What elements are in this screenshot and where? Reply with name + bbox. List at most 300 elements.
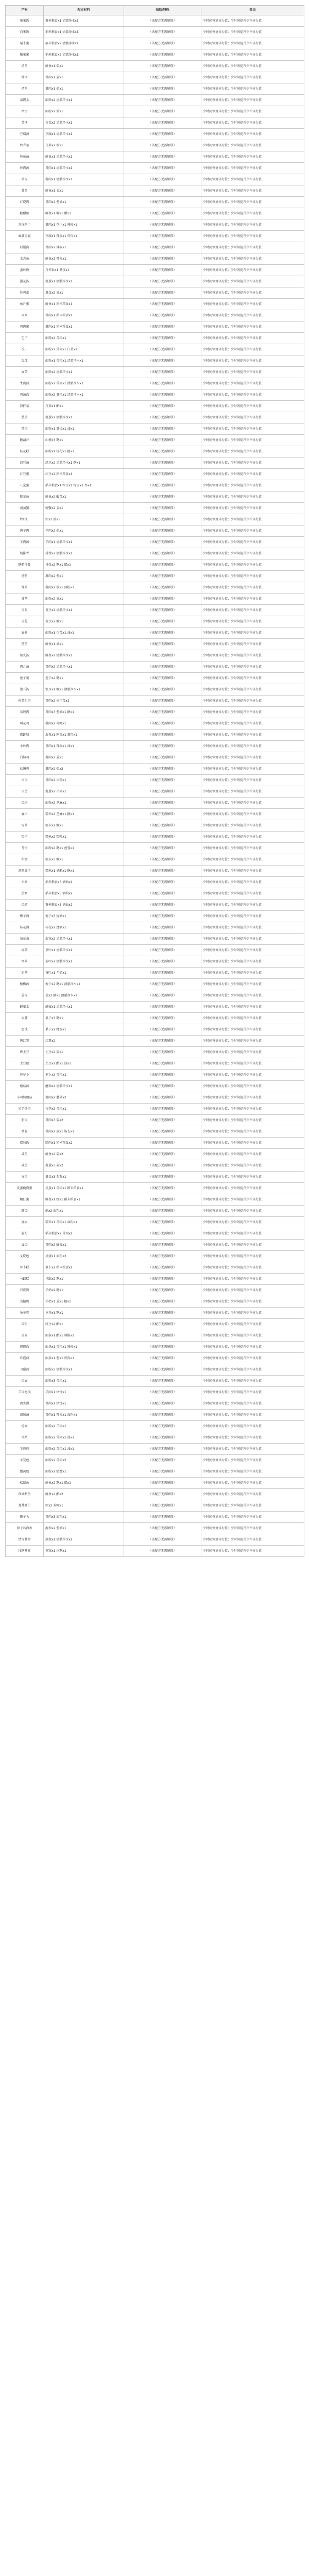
cell-product: 双皮奶: [6, 1285, 44, 1296]
cell-effect: 少时间恢复体力值；少时间提升少许体力值: [201, 242, 304, 253]
cell-effect: 少时间恢复体力值；少时间提升少许体力值: [201, 231, 304, 242]
cell-effect: 少时间恢复体力值；少时间提升少许体力值: [201, 979, 304, 990]
table-row: [6, 163, 304, 174]
cell-source: （该配方无需解锁）: [124, 877, 201, 888]
cell-effect: 少时间恢复体力值；少时间提升少许体力值: [201, 1002, 304, 1013]
table-row: [6, 1092, 304, 1104]
cell-effect: 少时间恢复体力值；少时间提升少许体力值: [201, 1534, 304, 1546]
cell-effect: 少时间恢复体力值；少时间提升少许体力值: [201, 378, 304, 389]
cell-source: （该配方无需解锁）: [124, 730, 201, 741]
cell-effect: 少时间恢复体力值；少时间提升少许体力值: [201, 321, 304, 333]
cell-ingredients: 燕窝x1 清澈净水x1: [44, 1534, 124, 1546]
table-row: [6, 1228, 304, 1240]
cell-source: （该配方无需解锁）: [124, 321, 201, 333]
cell-source: （该配方无需解锁）: [124, 786, 201, 798]
table-row: [6, 639, 304, 650]
cell-source: （该配方无需解锁）: [124, 185, 201, 197]
cell-source: （该配方无需解锁）: [124, 231, 201, 242]
cell-product: 红茶: [6, 956, 44, 968]
cell-source: （该配方无需解锁）: [124, 1115, 201, 1126]
cell-source: （该配方无需解锁）: [124, 253, 201, 265]
cell-effect: 少时间恢复体力值；少时间提升少许体力值: [201, 1500, 304, 1512]
cell-source: （该配方无需解锁）: [124, 1251, 201, 1262]
cell-ingredients: 梅子x2 糖x1 清澈净水x1: [44, 979, 124, 990]
cell-product: 腊肉: [6, 1115, 44, 1126]
cell-product: 肉丸汤: [6, 662, 44, 673]
table-row: [6, 684, 304, 696]
cell-product: 糖葫芦: [6, 435, 44, 446]
cell-product: 肉粥: [6, 310, 44, 321]
cell-product: 烧酒: [6, 900, 44, 911]
cell-effect: 少时间恢复体力值；少时间提升少许体力值: [201, 95, 304, 106]
cell-ingredients: 兽肉x1 盐x1: [44, 72, 124, 83]
cell-effect: 少时间恢复体力值；少时间提升少许体力值: [201, 469, 304, 480]
table-row: [6, 696, 304, 707]
cell-ingredients: 叉烧x1 面粉x2: [44, 1251, 124, 1262]
cell-product: 蜜饯: [6, 1024, 44, 1036]
cell-source: （该配方无需解锁）: [124, 1421, 201, 1432]
cell-ingredients: 鲜鱼x1 盐x1: [44, 61, 124, 72]
cell-source: （该配方无需解锁）: [124, 503, 201, 514]
cell-product: 清汤燕窝: [6, 1534, 44, 1546]
cell-product: 肠粉: [6, 1228, 44, 1240]
cell-product: 佛跳墙: [6, 730, 44, 741]
cell-product: 炒鸡蛋: [6, 287, 44, 299]
table-row: [6, 446, 304, 457]
cell-source: （该配方无需解锁）: [124, 1024, 201, 1036]
cell-effect: 少时间恢复体力值；少时间提升少许体力值: [201, 843, 304, 854]
cell-source: （该配方无需解锁）: [124, 208, 201, 219]
cell-ingredients: 海参x2 酱油x1: [44, 1523, 124, 1534]
cell-ingredients: 白菜x2 清澈净水x1: [44, 117, 124, 129]
cell-source: （该配方无需解锁）: [124, 1013, 201, 1024]
cell-product: 艇仔粥: [6, 1194, 44, 1206]
recipe-table: [5, 5, 304, 1557]
cell-product: 烤土豆: [6, 1047, 44, 1058]
cell-product: 狮子头: [6, 1512, 44, 1523]
table-row: [6, 457, 304, 469]
cell-ingredients: 兽肉x1 清澈净水x1: [44, 163, 124, 174]
cell-source: （该配方无需解锁）: [124, 457, 201, 469]
cell-effect: 少时间恢复体力值；少时间提升少许体力值: [201, 1410, 304, 1421]
cell-product: 竹笋炒肉: [6, 1104, 44, 1115]
cell-ingredients: 绿豆x2 醋x1: [44, 1319, 124, 1330]
table-row: [6, 423, 304, 435]
cell-ingredients: 稻米粮食x2 兽肉x1: [44, 1228, 124, 1240]
cell-source: （该配方无需解锁）: [124, 95, 201, 106]
cell-ingredients: 禽肉x2 酱x1: [44, 571, 124, 582]
cell-product: 小炒肉: [6, 741, 44, 752]
cell-ingredients: 面条x1 兽肉x1 辣椒x1: [44, 1342, 124, 1353]
cell-source: （该配方无需解锁）: [124, 900, 201, 911]
cell-ingredients: 茶叶x1 羊奶x1: [44, 968, 124, 979]
table-row: [6, 526, 304, 537]
cell-product: 奶茶: [6, 968, 44, 979]
table-row: [6, 1444, 304, 1455]
table-row: [6, 1126, 304, 1138]
cell-effect: 少时间恢复体力值；少时间提升少许体力值: [201, 888, 304, 900]
cell-ingredients: 面粉x3 兽肉x1: [44, 1376, 124, 1387]
cell-effect: 少时间恢复体力值；少时间提升少许体力值: [201, 174, 304, 185]
cell-ingredients: 竹笋x2 兽肉x1: [44, 1104, 124, 1115]
cell-effect: 少时间恢复体力值；少时间提升少许体力值: [201, 49, 304, 61]
cell-product: 蒸鱼: [6, 185, 44, 197]
cell-ingredients: 燕窝x1 冰糖x1: [44, 1546, 124, 1557]
cell-effect: 少时间恢复体力值；少时间提升少许体力值: [201, 1296, 304, 1308]
cell-effect: 少时间恢复体力值；少时间提升少许体力值: [201, 1228, 304, 1240]
cell-ingredients: 腊肉x1 稻米粮食x2: [44, 1138, 124, 1149]
cell-product: 梅子酒: [6, 911, 44, 922]
cell-effect: 少时间恢复体力值；少时间提升少许体力值: [201, 1364, 304, 1376]
table-row: [6, 174, 304, 185]
cell-source: （该配方无需解锁）: [124, 1070, 201, 1081]
cell-product: 蒸蛋: [6, 412, 44, 423]
cell-source: （该配方无需解锁）: [124, 1285, 201, 1296]
cell-source: （该配方无需解锁）: [124, 1455, 201, 1466]
table-row: [6, 616, 304, 628]
cell-ingredients: 菊花x2 清澈净水x1: [44, 934, 124, 945]
cell-ingredients: 面粉x1 桂花x1 糖x1: [44, 446, 124, 457]
table-row: [6, 287, 304, 299]
cell-product: 春卷: [6, 628, 44, 639]
table-row: [6, 1047, 304, 1058]
cell-source: （该配方无需解锁）: [124, 628, 201, 639]
cell-product: 姜撞奶: [6, 1296, 44, 1308]
cell-source: （该配方无需解锁）: [124, 1217, 201, 1228]
cell-product: 担担面: [6, 1342, 44, 1353]
cell-effect: 少时间恢复体力值；少时间提升少许体力值: [201, 775, 304, 786]
cell-source: （该配方无需解锁）: [124, 1444, 201, 1455]
cell-source: （该配方无需解锁）: [124, 548, 201, 560]
cell-source: （该配方无需解锁）: [124, 1546, 201, 1557]
table-row: [6, 888, 304, 900]
cell-effect: 少时间恢复体力值；少时间提升少许体力值: [201, 820, 304, 832]
cell-product: 黄酒: [6, 888, 44, 900]
cell-ingredients: 鲜鱼x1 稻米粮食x1: [44, 299, 124, 310]
cell-source: （该配方无需解锁）: [124, 1194, 201, 1206]
cell-product: 水煮鱼: [6, 253, 44, 265]
cell-effect: 少时间恢复体力值；少时间提升少许体力值: [201, 1024, 304, 1036]
cell-ingredients: 兽肉x2 梅干菜x1: [44, 696, 124, 707]
cell-source: （该配方无需解锁）: [124, 38, 201, 49]
table-row: [6, 49, 304, 61]
cell-effect: 少时间恢复体力值；少时间提升少许体力值: [201, 401, 304, 412]
cell-source: （该配方无需解锁）: [124, 1081, 201, 1092]
cell-effect: 少时间恢复体力值；少时间提升少许体力值: [201, 1149, 304, 1160]
cell-source: （该配方无需解锁）: [124, 1410, 201, 1421]
cell-source: （该配方无需解锁）: [124, 945, 201, 956]
cell-source: （该配方无需解锁）: [124, 571, 201, 582]
cell-product: 烤羊肉: [6, 526, 44, 537]
cell-source: （该配方无需解锁）: [124, 1047, 201, 1058]
table-row: [6, 990, 304, 1002]
table-row: [6, 1002, 304, 1013]
cell-ingredients: 禽肉x1 花生x1 辣椒x1: [44, 219, 124, 231]
column-header-product: 产物: [6, 6, 44, 15]
cell-source: （该配方无需解锁）: [124, 650, 201, 662]
cell-ingredients: 禽肉x2 油x1 面粉x1: [44, 582, 124, 594]
cell-product: 回锅肉: [6, 242, 44, 253]
cell-ingredients: 白米饭x1 禽蛋x1: [44, 265, 124, 276]
cell-product: 姜汤: [6, 990, 44, 1002]
cell-ingredients: 兽肉x1 辣椒x1 面粉x1: [44, 1410, 124, 1421]
table-row: [6, 27, 304, 38]
cell-source: （该配方无需解锁）: [124, 140, 201, 151]
table-row: [6, 605, 304, 616]
cell-source: （该配方无需解锁）: [124, 1330, 201, 1342]
table-row: [6, 832, 304, 843]
table-row: [6, 140, 304, 151]
table-row: [6, 673, 304, 684]
cell-source: （该配方无需解锁）: [124, 684, 201, 696]
table-row: [6, 900, 304, 911]
cell-ingredients: 禽肉x1 稻米粮食x1: [44, 321, 124, 333]
table-row: [6, 1149, 304, 1160]
cell-effect: 少时间恢复体力值；少时间提升少许体力值: [201, 900, 304, 911]
table-row: [6, 922, 304, 934]
cell-effect: 少时间恢复体力值；少时间提升少许体力值: [201, 730, 304, 741]
table-row: [6, 1251, 304, 1262]
cell-product: 蛋花汤: [6, 276, 44, 287]
table-row: [6, 718, 304, 730]
cell-effect: 少时间恢复体力值；少时间提升少许体力值: [201, 1217, 304, 1228]
table-row: [6, 582, 304, 594]
cell-product: 萝卜糕: [6, 1262, 44, 1274]
cell-ingredients: 兽肉x3 面粉x1: [44, 1512, 124, 1523]
cell-source: （该配方无需解锁）: [124, 1092, 201, 1104]
cell-effect: 少时间恢复体力值；少时间提升少许体力值: [201, 832, 304, 843]
table-row: [6, 1183, 304, 1194]
cell-effect: 少时间恢复体力值；少时间提升少许体力值: [201, 934, 304, 945]
cell-product: 红烧肉: [6, 197, 44, 208]
cell-product: 酸梅汤: [6, 979, 44, 990]
table-row: [6, 548, 304, 560]
cell-ingredients: 虾x2 油x1: [44, 514, 124, 526]
cell-source: （该配方无需解锁）: [124, 1432, 201, 1444]
table-row: [6, 197, 304, 208]
cell-ingredients: 排骨x2 糖x1 醋x1: [44, 560, 124, 571]
cell-product: 炒虾仁: [6, 514, 44, 526]
table-row: [6, 956, 304, 968]
cell-source: （该配方无需解锁）: [124, 219, 201, 231]
cell-ingredients: 皮蛋x1 兽肉x1 稻米粮食x1: [44, 1183, 124, 1194]
cell-effect: 少时间恢复体力值；少时间提升少许体力值: [201, 1160, 304, 1172]
cell-product: 炖鱼汤: [6, 151, 44, 163]
cell-product: 红豆粥: [6, 469, 44, 480]
cell-ingredients: 鲜鱼x2 辣椒x1: [44, 253, 124, 265]
cell-effect: 少时间恢复体力值；少时间提升少许体力值: [201, 1512, 304, 1523]
cell-effect: 少时间恢复体力值；少时间提升少许体力值: [201, 945, 304, 956]
cell-product: 月饼: [6, 843, 44, 854]
cell-product: 梅菜扣肉: [6, 696, 44, 707]
cell-ingredients: 兽肉x1 稻米粮食x1: [44, 310, 124, 321]
table-row: [6, 242, 304, 253]
cell-product: 咸蛋: [6, 1160, 44, 1172]
cell-product: 煎鱼: [6, 639, 44, 650]
cell-product: 烙饼: [6, 106, 44, 117]
cell-ingredients: 鲜鱼x1 姜x1: [44, 185, 124, 197]
cell-ingredients: 土豆x2 醋x1 油x1: [44, 1058, 124, 1070]
cell-ingredients: 粟米粮食x1 清澈净水x1: [44, 15, 124, 27]
cell-source: （该配方无需解锁）: [124, 163, 201, 174]
cell-effect: 少时间恢复体力值；少时间提升少许体力值: [201, 741, 304, 752]
cell-source: （该配方无需解锁）: [124, 1489, 201, 1500]
cell-effect: 少时间恢复体力值；少时间提升少许体力值: [201, 310, 304, 321]
cell-source: （该配方无需解锁）: [124, 1058, 201, 1070]
cell-source: （该配方无需解锁）: [124, 83, 201, 95]
cell-product: 蛋炒饭: [6, 265, 44, 276]
table-row: [6, 1081, 304, 1092]
cell-source: （该配方无需解锁）: [124, 265, 201, 276]
cell-source: （该配方无需解锁）: [124, 1500, 201, 1512]
cell-source: （该配方无需解锁）: [124, 741, 201, 752]
cell-product: 面条: [6, 367, 44, 378]
cell-ingredients: 黄豆x2 清澈净水x1: [44, 605, 124, 616]
table-row: [6, 764, 304, 775]
cell-source: （该配方无需解锁）: [124, 798, 201, 809]
table-row: [6, 798, 304, 809]
cell-effect: 少时间恢复体力值；少时间提升少许体力值: [201, 548, 304, 560]
cell-product: 酒酿圆子: [6, 866, 44, 877]
cell-source: （该配方无需解锁）: [124, 276, 201, 287]
table-row: [6, 1387, 304, 1398]
cell-product: 烤鱼: [6, 61, 44, 72]
cell-effect: 少时间恢复体力值；少时间提升少许体力值: [201, 276, 304, 287]
cell-effect: 少时间恢复体力值；少时间提升少许体力值: [201, 526, 304, 537]
cell-source: （该配方无需解锁）: [124, 934, 201, 945]
table-row: [6, 231, 304, 242]
cell-ingredients: 莲子x2 糖x1: [44, 673, 124, 684]
table-row: [6, 95, 304, 106]
cell-source: （该配方无需解锁）: [124, 49, 201, 61]
cell-effect: 少时间恢复体力值；少时间提升少许体力值: [201, 628, 304, 639]
cell-product: 馄饨: [6, 355, 44, 367]
cell-product: 油条: [6, 594, 44, 605]
cell-product: 炸酱面: [6, 1353, 44, 1364]
cell-ingredients: 螃蟹x2 姜x1: [44, 503, 124, 514]
cell-effect: 少时间恢复体力值；少时间提升少许体力值: [201, 1330, 304, 1342]
cell-product: 香肠: [6, 1126, 44, 1138]
table-row: [6, 1070, 304, 1081]
cell-effect: 少时间恢复体力值；少时间提升少许体力值: [201, 1138, 304, 1149]
table-row: [6, 877, 304, 888]
cell-ingredients: 面粉x3 清澈净水x1: [44, 1364, 124, 1376]
cell-effect: 少时间恢复体力值；少时间提升少许体力值: [201, 492, 304, 503]
cell-source: （该配方无需解锁）: [124, 117, 201, 129]
table-row: [6, 1500, 304, 1512]
cell-product: 银耳汤: [6, 684, 44, 696]
cell-effect: 少时间恢复体力值；少时间提升少许体力值: [201, 423, 304, 435]
cell-ingredients: 稻米粮食x1 红豆x1 绿豆x1 枣x1: [44, 480, 124, 492]
cell-effect: 少时间恢复体力值；少时间提升少许体力值: [201, 72, 304, 83]
cell-product: 烤鸡: [6, 83, 44, 95]
cell-ingredients: 兽肉x2 蜂蜜x1: [44, 1240, 124, 1251]
cell-source: （该配方无需解锁）: [124, 401, 201, 412]
cell-source: （该配方无需解锁）: [124, 15, 201, 27]
cell-product: 烤肉: [6, 72, 44, 83]
cell-effect: 少时间恢复体力值；少时间提升少许体力值: [201, 956, 304, 968]
table-row: [6, 1058, 304, 1070]
cell-product: 绿茶: [6, 945, 44, 956]
cell-product: 松鼠鱼: [6, 1478, 44, 1489]
cell-effect: 少时间恢复体力值；少时间提升少许体力值: [201, 1194, 304, 1206]
table-row: [6, 1024, 304, 1036]
cell-effect: 少时间恢复体力值；少时间提升少许体力值: [201, 503, 304, 514]
cell-product: 炸鸡: [6, 582, 44, 594]
cell-source: （该配方无需解锁）: [124, 151, 201, 163]
cell-effect: 少时间恢复体力值；少时间提升少许体力值: [201, 1376, 304, 1387]
cell-effect: 少时间恢复体力值；少时间提升少许体力值: [201, 140, 304, 151]
cell-ingredients: 糯米x3 糖x1: [44, 854, 124, 866]
cell-ingredients: 茶叶x2 清澈净水x1: [44, 956, 124, 968]
cell-source: （该配方无需解锁）: [124, 979, 201, 990]
cell-effect: 少时间恢复体力值；少时间提升少许体力值: [201, 1285, 304, 1296]
cell-product: 叉烧: [6, 1240, 44, 1251]
cell-ingredients: 龟苓x1 糖x1: [44, 1308, 124, 1319]
cell-effect: 少时间恢复体力值；少时间提升少许体力值: [201, 61, 304, 72]
cell-effect: 少时间恢复体力值；少时间提升少许体力值: [201, 253, 304, 265]
cell-product: 鱼丸汤: [6, 650, 44, 662]
table-row: [6, 945, 304, 956]
cell-ingredients: 糯米x1 兽肉x1 面粉x1: [44, 1217, 124, 1228]
table-row: [6, 650, 304, 662]
cell-effect: 少时间恢复体力值；少时间提升少许体力值: [201, 922, 304, 934]
cell-effect: 少时间恢复体力值；少时间提升少许体力值: [201, 594, 304, 605]
cell-product: 宫保鸡丁: [6, 219, 44, 231]
cell-ingredients: 兽肉x3 酱油x1 糖x1: [44, 707, 124, 718]
cell-product: 腊味饭: [6, 1138, 44, 1149]
cell-product: 白切鸡: [6, 752, 44, 764]
cell-product: 皮蛋瘦肉粥: [6, 1183, 44, 1194]
table-row: [6, 1364, 304, 1376]
cell-ingredients: 红薯x2: [44, 1036, 124, 1047]
cell-source: （该配方无需解锁）: [124, 174, 201, 185]
cell-ingredients: 面粉x2 清澈净水x1: [44, 367, 124, 378]
cell-source: （该配方无需解锁）: [124, 378, 201, 389]
cell-ingredients: 禽蛋x1 清澈净水x1: [44, 276, 124, 287]
table-row: [6, 208, 304, 219]
cell-product: 叫花鸡: [6, 718, 44, 730]
table-row: [6, 1512, 304, 1523]
cell-product: 粟米饭: [6, 15, 44, 27]
cell-ingredients: 鲜鱼x2 酸菜x1: [44, 492, 124, 503]
cell-ingredients: 稻米粮食x3 酒曲x2: [44, 888, 124, 900]
table-row: [6, 83, 304, 95]
cell-ingredients: 稻米粮食x3 酒曲x1: [44, 877, 124, 888]
cell-effect: 少时间恢复体力值；少时间提升少许体力值: [201, 1489, 304, 1500]
cell-ingredients: 蘑菇x2 清澈净水x1: [44, 1081, 124, 1092]
cell-source: （该配方无需解锁）: [124, 1002, 201, 1013]
table-row: [6, 1172, 304, 1183]
cell-ingredients: 绿豆x2 清澈净水x1 糖x1: [44, 457, 124, 469]
cell-product: 菜汤: [6, 117, 44, 129]
cell-effect: 少时间恢复体力值；少时间提升少许体力值: [201, 662, 304, 673]
cell-product: 龟苓膏: [6, 1308, 44, 1319]
cell-effect: 少时间恢复体力值；少时间提升少许体力值: [201, 752, 304, 764]
cell-source: （该配方无需解锁）: [124, 605, 201, 616]
cell-effect: 少时间恢复体力值；少时间提升少许体力值: [201, 1092, 304, 1104]
cell-source: （该配方无需解锁）: [124, 1104, 201, 1115]
table-row: [6, 1115, 304, 1126]
cell-product: 炖肉汤: [6, 163, 44, 174]
cell-ingredients: 土豆x2 盐x1: [44, 1047, 124, 1058]
cell-product: 西湖醋鱼: [6, 1489, 44, 1500]
cell-product: 蜂蜜水: [6, 1002, 44, 1013]
table-row: [6, 1421, 304, 1432]
cell-source: （该配方无需解锁）: [124, 389, 201, 401]
cell-effect: 少时间恢复体力值；少时间提升少许体力值: [201, 27, 304, 38]
table-row: [6, 1466, 304, 1478]
